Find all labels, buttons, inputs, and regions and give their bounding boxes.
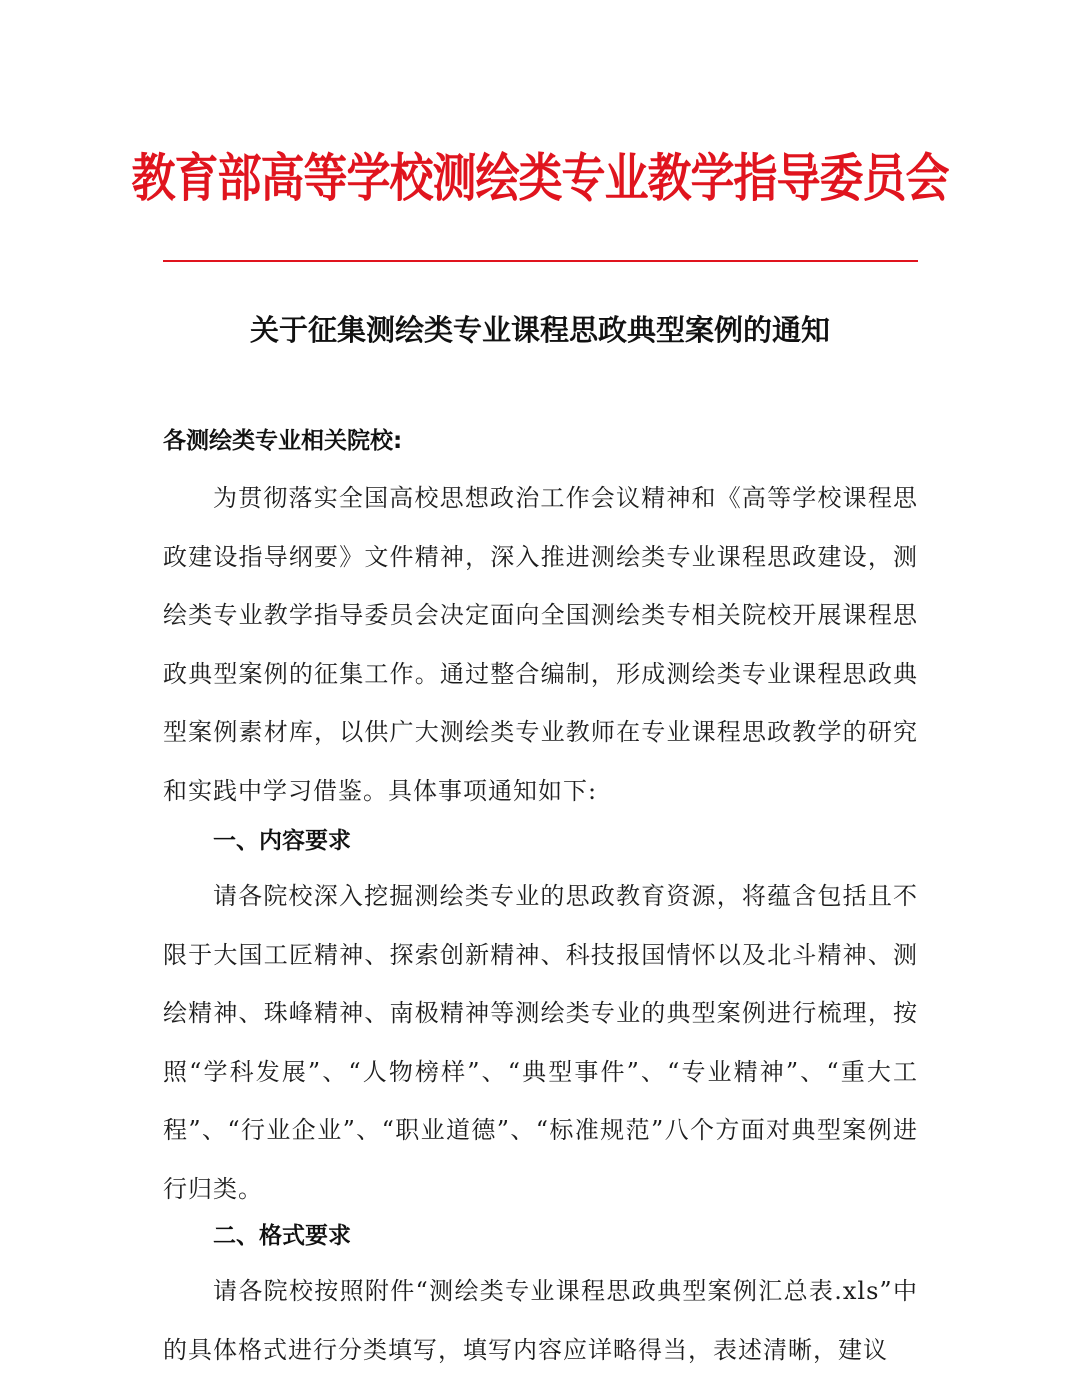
document-title: 关于征集测绘类专业课程思政典型案例的通知 <box>249 313 830 347</box>
body-paragraph-intro: 为贯彻落实全国高校思想政治工作会议精神和《高等学校课程思政建设指导纲要》文件精神，深入推进测绘类专业课程思政建设，测绘类专业教学指导委员会决定面向全国测绘类专相关院校开展课程思政典型案例的征集工作。通过整合编制，形成测绘类专业课程思政典型案例素材库，以供广大测绘类专业教师在专业课程思政教学的研究和实践中学习借鉴。具体事项通知如下: <box>163 484 918 805</box>
body-paragraph-format-requirements: 请各院校按照附件“测绘类专业课程思政典型案例汇总表.xls”中的具体格式进行分类填写，填写内容应详略得当，表述清晰，建议 <box>163 1277 918 1364</box>
salutation: 各测绘类专业相关院校: <box>163 428 403 454</box>
header-divider <box>163 260 918 262</box>
section-heading-content-requirements: 一、内容要求 <box>213 828 351 854</box>
organization-header: 教育部高等学校测绘类专业教学指导委员会 <box>131 148 949 210</box>
body-paragraph-content-requirements: 请各院校深入挖掘测绘类专业的思政教育资源，将蕴含包括且不限于大国工匠精神、探索创新精神、科技报国情怀以及北斗精神、测绘精神、珠峰精神、南极精神等测绘类专业的典型案例进行梳理，按照“学科发展”、“人物榜样”、“典型事件”、“专业精神”、“重大工程”、“行业企业”、“职业道德”、“标准规范”八个方面对典型案例进行归类。 <box>163 882 918 1203</box>
section-heading-format-requirements: 二、格式要求 <box>213 1223 351 1249</box>
